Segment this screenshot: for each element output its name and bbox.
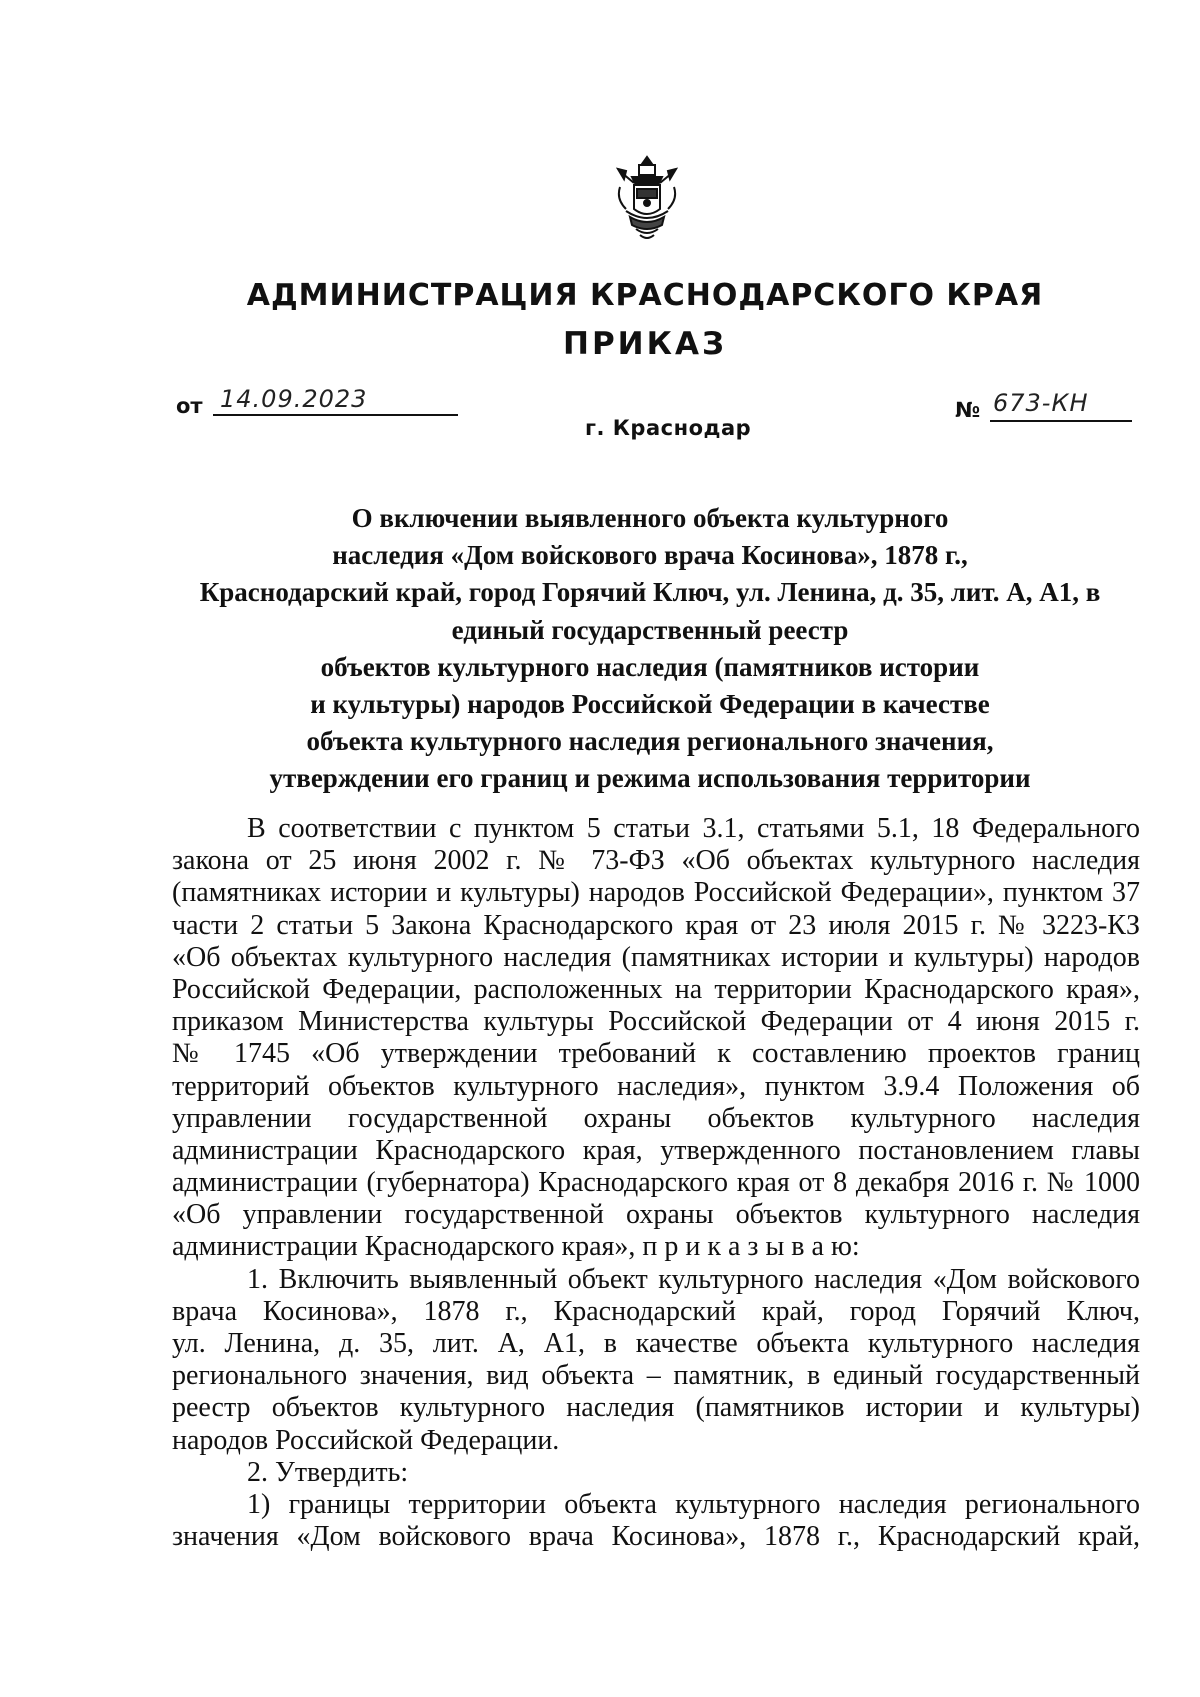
body-line: значения «Дом войскового врача Косинова», 1878 г., Краснодарский край, bbox=[172, 1521, 1140, 1553]
body-line: В соответствии с пунктом 5 статьи 3.1, статьями 5.1, 18 Федерального bbox=[247, 813, 1140, 844]
body-line: 2. Утвердить: bbox=[247, 1456, 409, 1488]
date-label: от bbox=[176, 394, 203, 418]
body-line: администрации Краснодарского края», п р и к а з ы в а ю: bbox=[172, 1231, 860, 1263]
title-line: единый государственный реестр bbox=[451, 614, 849, 645]
title-line: утверждении его границ и режима использования территории bbox=[269, 763, 1031, 794]
body-line: народов Российской Федерации. bbox=[172, 1424, 560, 1456]
title-line: О включении выявленного объекта культурного bbox=[351, 503, 949, 533]
title-line: Краснодарский край, город Горячий Ключ, ул. Ленина, д. 35, лит. А, А1, в bbox=[199, 577, 1101, 608]
body-line: реестр объектов культурного наследия (памятников истории и культуры) bbox=[172, 1392, 1140, 1424]
body-line: 1) границы территории объекта культурного наследия регионального bbox=[247, 1488, 1140, 1520]
body-line: приказом Министерства культуры Российской Федерации от 4 июня 2015 г. bbox=[172, 1006, 1140, 1038]
body-line: управлении государственной охраны объектов культурного наследия bbox=[172, 1102, 1140, 1134]
city: г. Краснодар bbox=[585, 416, 752, 440]
number-underline bbox=[990, 420, 1132, 422]
body-line: территорий объектов культурного наследия», пунктом 3.9.4 Положения об bbox=[172, 1070, 1140, 1102]
body-line: «Об объектах культурного наследия (памятниках истории и культуры) народов bbox=[172, 941, 1140, 973]
title-line: наследия «Дом войскового врача Косинова», 1878 г., bbox=[332, 540, 968, 571]
body-line: администрации (губернатора) Краснодарского края от 8 декабря 2016 г. № 1000 bbox=[172, 1167, 1140, 1199]
date-handwritten: 14.09.2023 bbox=[220, 385, 368, 413]
number-handwritten: 673-КН bbox=[993, 389, 1089, 417]
document-body bbox=[172, 813, 1140, 1553]
body-line: (памятниках истории и культуры) народов Российской Федерации», пунктом 37 bbox=[172, 877, 1140, 909]
body-line: «Об управлении государственной охраны объектов культурного наследия bbox=[172, 1199, 1140, 1231]
body-line: 1. Включить выявленный объект культурного наследия «Дом войскового bbox=[247, 1263, 1140, 1295]
body-line: № 1745 «Об утверждении требований к составлению проектов границ bbox=[172, 1038, 1140, 1070]
body-line: Российской Федерации, расположенных на территории Краснодарского края», bbox=[172, 973, 1140, 1005]
title-line: объектов культурного наследия (памятников истории bbox=[320, 651, 980, 682]
title-line: и культуры) народов Российской Федерации в качестве bbox=[310, 689, 990, 720]
coat-of-arms-icon bbox=[612, 153, 682, 249]
title-line: объекта культурного наследия регионального значения, bbox=[306, 726, 994, 757]
body-line: врача Косинова», 1878 г., Краснодарский край, город Горячий Ключ, bbox=[172, 1295, 1140, 1327]
body-line: части 2 статьи 5 Закона Краснодарского края от 23 июля 2015 г. № 3223-КЗ bbox=[172, 909, 1140, 941]
number-label: № bbox=[955, 398, 981, 422]
body-line: закона от 25 июня 2002 г. № 73-ФЗ «Об объектах культурного наследия bbox=[172, 845, 1140, 877]
body-line: ул. Ленина, д. 35, лит. А, А1, в качестве объекта культурного наследия bbox=[172, 1328, 1140, 1359]
date-underline bbox=[213, 414, 458, 416]
document-type: ПРИКАЗ bbox=[563, 326, 727, 362]
document-title bbox=[160, 500, 1140, 798]
organization-name: АДМИНИСТРАЦИЯ КРАСНОДАРСКОГО КРАЯ bbox=[246, 278, 1044, 313]
body-line: администрации Краснодарского края, утвержденного постановлением главы bbox=[172, 1134, 1140, 1166]
body-line: регионального значения, вид объекта – памятник, в единый государственный bbox=[172, 1360, 1140, 1392]
